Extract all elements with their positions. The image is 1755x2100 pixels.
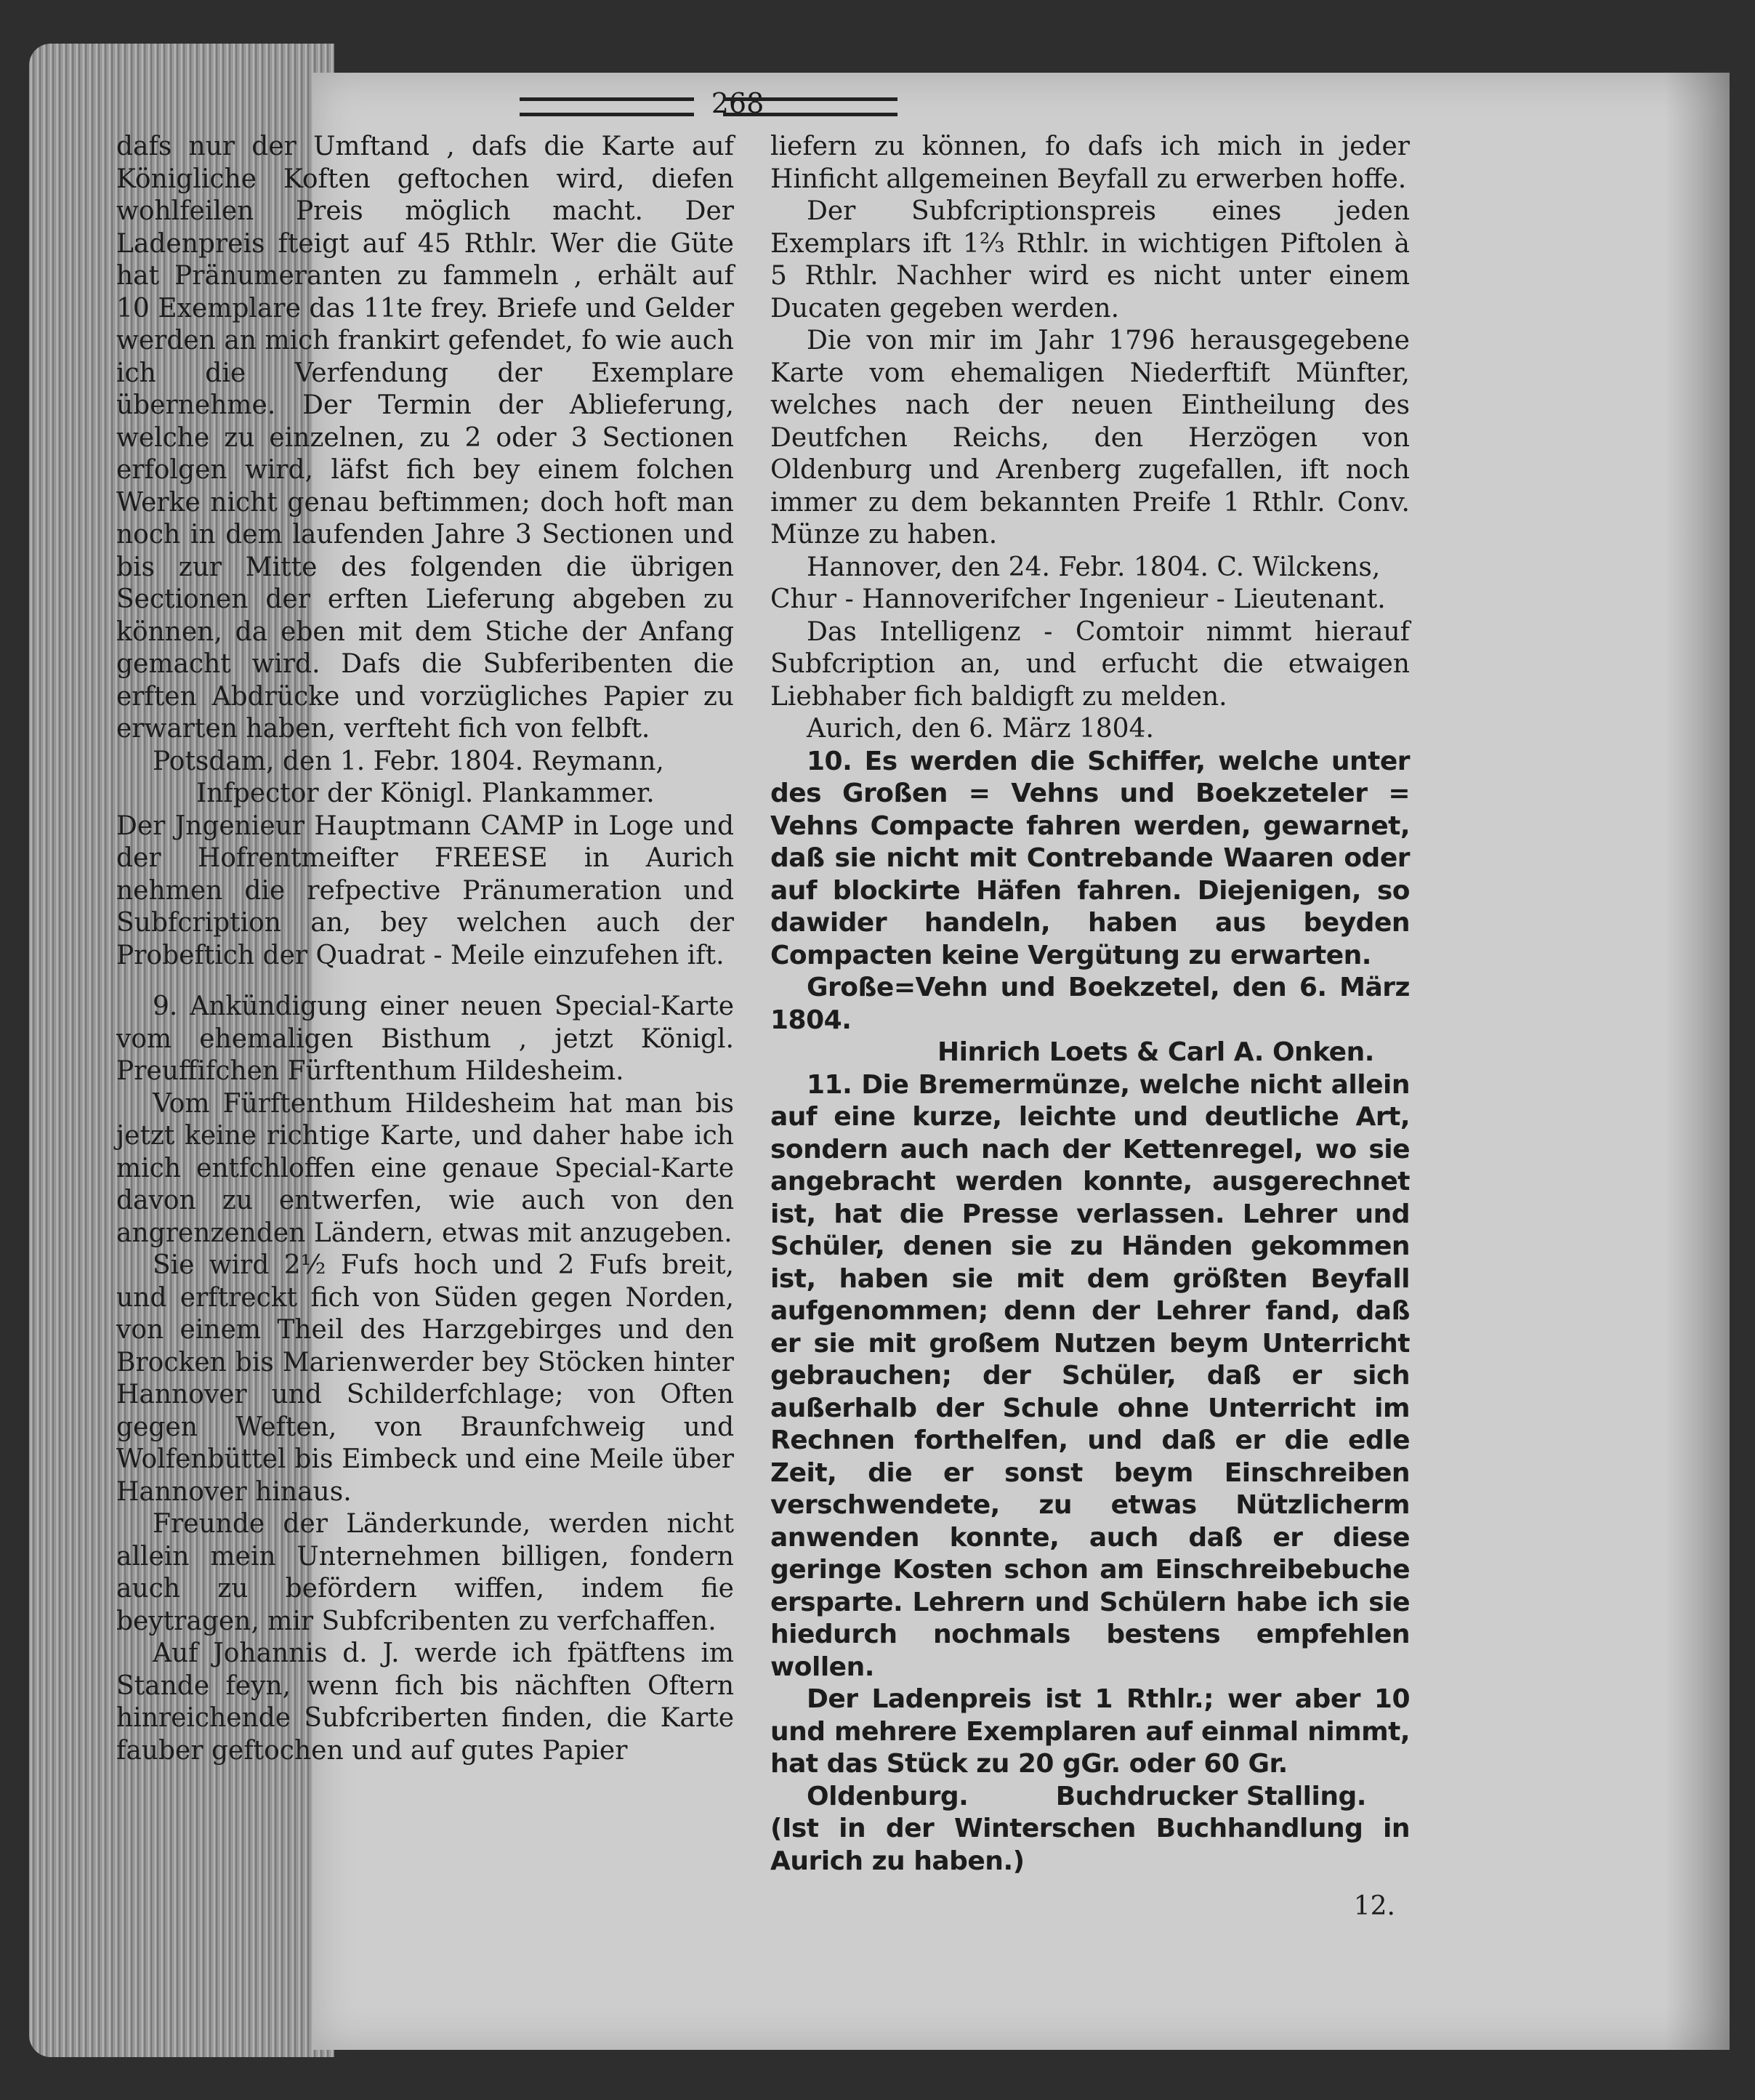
paragraph-intelligenz-comtoir: Das Intelligenz - Comtoir nimmt hierauf Subfcription an, und erfucht die etwaigen Liebhaber fich baldigft zu melden. — [770, 616, 1410, 712]
dateline-grosse-vehn: Große=Vehn und Boekzetel, den 6. März 1804. — [770, 973, 1410, 1035]
heading-announcement-9: 9. Ankündigung einer neuen Special-Karte vom ehemaligen Bisthum , jetzt Königl. Preuffifchen Fürftenthum Hildesheim. — [116, 991, 734, 1086]
paragraph-map-extent: Sie wird 2½ Fufs hoch und 2 Fufs breit, und erftreckt fich von Süden gegen Norden, von einem Theil des Harzgebirges und den Brocken bis Marienwerder bey Stöcken hinter Hannover und Schilderfchlage; von Often gegen Weften, von Braunfchweig und Wolfenbüttel bis Eimbeck und eine Meile über Hannover hinaus. — [116, 1250, 734, 1507]
paragraph-delivery-date: Auf Johannis d. J. werde ich fpätftens im Stande feyn, wenn fich bis nächften Oftern hinreichende Subfcriberten finden, die Karte fauber geftochen und auf gutes Papier — [116, 1638, 734, 1766]
page-header — [520, 87, 897, 124]
left-column — [116, 131, 734, 1767]
signature-title-reymann: Infpector der Königl. Plankammer. — [196, 779, 655, 808]
signature-oldenburg: Oldenburg. Buchdrucker Stalling. — [807, 1781, 1366, 1811]
header-rule-right — [723, 97, 897, 116]
header-rule-left — [520, 97, 694, 116]
paragraph-continuation: liefern zu können, fo dafs ich mich in jeder Hinficht allgemeinen Beyfall zu erwerben hoffe. — [770, 132, 1410, 194]
paragraph-muenster-map: Die von mir im Jahr 1796 herausgegebene Karte vom ehemaligen Niederftift Münfter, welches nach der neuen Eintheilung des Deutfchen Reichs, den Herzögen von Oldenburg und Arenberg zugefallen, ift noch immer zu dem bekannten Preife 1 Rthlr. Conv. Münze zu haben. — [770, 326, 1410, 550]
paragraph-announcement-11: 11. Die Bremermünze, welche nicht allein auf eine kurze, leichte und deutliche Art, sondern auch nach der Kettenregel, wo sie angebracht werden konnte, ausgerechnet ist, hat die Presse verlassen. Lehrer und Schüler, denen sie zu Händen gekommen ist, haben sie mit dem größten Beyfall aufgenommen; denn der Lehrer fand, daß er sie mit großem Nutzen beym Unterricht gebrauchen; der Schüler, daß er sich außerhalb der Schule ohne Unterricht im Rechnen forthelfen, und daß er die edle Zeit, die er sonst beym Einschreiben verschwendete, zu etwas Nützlicherm anwenden konnte, auch daß er diese geringe Kosten schon am Einschreibebuche ersparte. Lehrern und Schülern habe ich sie hiedurch nochmals bestens empfehlen wollen. — [770, 1069, 1410, 1682]
signature-loets-onken: Hinrich Loets & Carl A. Onken. — [937, 1037, 1374, 1067]
signature-title-wilckens: Chur - Hannoverifcher Ingenieur - Lieutenant. — [770, 584, 1386, 614]
paragraph-subscription-price: Der Subfcriptionspreis eines jeden Exemplars ift 1⅔ Rthlr. in wichtigen Piftolen à 5 Rthlr. Nachher wird es nicht unter einem Ducaten gegeben werden. — [770, 196, 1410, 323]
paragraph-hildesheim-map: Vom Fürftenthum Hildesheim hat man bis jetzt keine richtige Karte, und daher habe ich mich entfchloffen eine genaue Special-Karte davon zu entwerfen, wie auch von den angrenzenden Ländern, etwas mit anzugeben. — [116, 1088, 734, 1248]
paragraph-announcement-10: 10. Es werden die Schiffer, welche unter des Großen = Vehns und Boekzeteler = Vehns Compacte fahren werden, gewarnet, daß sie nicht mit Contrebande Waaren oder auf blockirte Häfen fahren. Diejenigen, so dawider handeln, haben aus beyden Compacten keine Vergütung zu erwarten. — [770, 746, 1410, 970]
catchword: 12. — [1353, 1891, 1395, 1921]
right-column — [770, 131, 1410, 1923]
dateline-aurich: Aurich, den 6. März 1804. — [807, 714, 1154, 744]
signature-potsdam: Potsdam, den 1. Febr. 1804. Reymann, — [153, 746, 664, 776]
page-gutter-shadow — [1664, 73, 1730, 2050]
paragraph-subscription-agents: Der Jngenieur Hauptmann CAMP in Loge und der Hofrentmeifter FREESE in Aurich nehmen die refpective Pränumeration und Subfcription an, bey welchen auch der Probeftich der Quadrat - Meile einzufehen ift. — [116, 810, 734, 970]
signature-hannover: Hannover, den 24. Febr. 1804. C. Wilckens, — [807, 552, 1381, 582]
paragraph-survey-terms: dafs nur der Umftand , dafs die Karte auf Königliche Koften geftochen wird, diefen wohlfeilen Preis möglich macht. Der Ladenpreis fteigt auf 45 Rthlr. Wer die Güte hat Pränumeranten zu fammeln , erhält auf 10 Exemplare das 11te frey. Briefe und Gelder werden an mich frankirt gefendet, fo wie auch ich die Verfendung der Exemplare übernehme. Der Termin der Ablieferung, welche zu einzelnen, zu 2 oder 3 Sectionen erfolgen wird, läfst fich bey einem folchen Werke nicht genau beftimmen; doch hoft man noch in dem laufenden Jahre 3 Sectionen und bis zur Mitte des folgenden die übrigen Sectionen der erften Lieferung abgeben zu können, da eben mit dem Stiche der Anfang gemacht wird. Dafs die Subferibenten die erften Abdrücke und vorzügliches Papier zu erwarten haben, verfteht fich von felbft. — [116, 132, 734, 744]
paragraph-friends-geography: Freunde der Länderkunde, werden nicht allein mein Unternehmen billigen, fondern auch zu befördern wiffen, indem fie beytragen, mir Subfcribenten zu verfchaffen. — [116, 1509, 734, 1636]
page-number: 268 — [711, 87, 764, 119]
paragraph-price-bremermuenze: Der Ladenpreis ist 1 Rthlr.; wer aber 10 und mehrere Exemplaren auf einmal nimmt, hat das Stück zu 20 gGr. oder 60 Gr. — [770, 1684, 1410, 1779]
note-wintersche-buchhandlung: (Ist in der Winterschen Buchhandlung in Aurich zu haben.) — [770, 1814, 1410, 1876]
